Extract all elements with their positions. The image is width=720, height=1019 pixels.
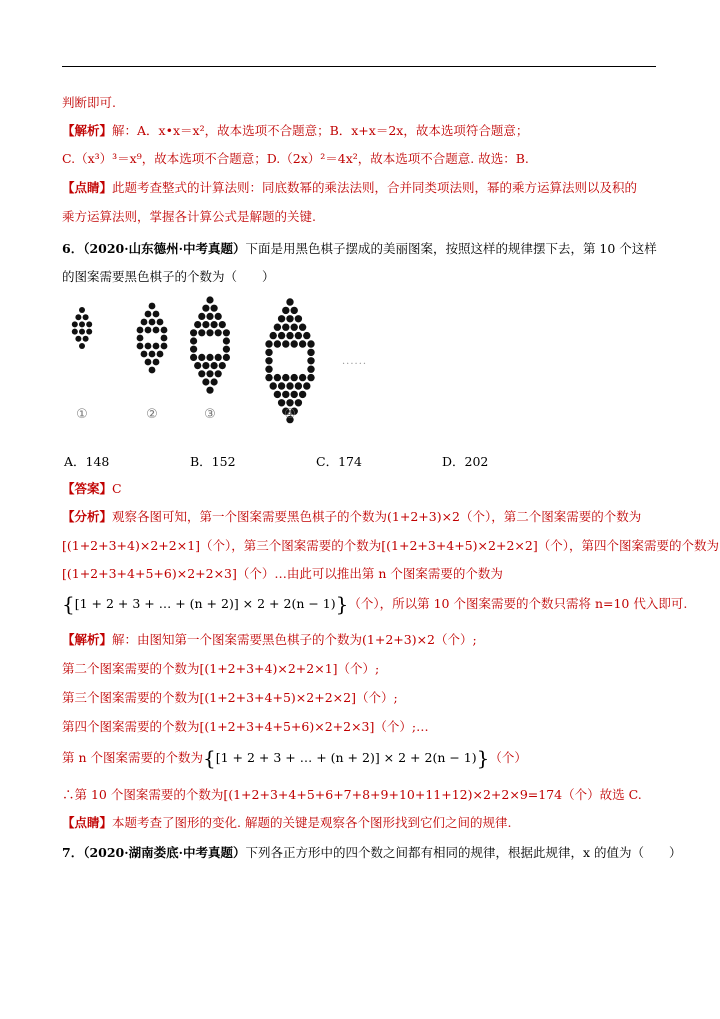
pattern-3-piece — [219, 362, 226, 369]
pattern-3-piece — [202, 362, 209, 369]
pattern-4-piece — [303, 382, 310, 389]
pattern-4-piece — [307, 357, 314, 364]
pattern-4-piece — [295, 315, 302, 322]
pattern-4-piece — [307, 349, 314, 356]
pattern-3-piece — [223, 329, 230, 336]
pattern-4-piece — [282, 340, 289, 347]
choice-d: D．202 — [442, 454, 489, 469]
pattern-3-piece — [206, 354, 213, 361]
prev-line-3: C.（x³）³＝x⁹，故本选项不合题意；D.（2x）²＝4x²，故本选项不合题意. 故选：B. — [62, 151, 529, 166]
pattern-2-piece — [153, 311, 160, 318]
pattern-4-piece — [291, 374, 298, 381]
pattern-2-piece — [137, 343, 144, 350]
pattern-3-piece — [198, 370, 205, 377]
pattern-3-piece — [206, 329, 213, 336]
pattern-2-piece — [149, 351, 156, 358]
pattern-4-piece — [274, 391, 281, 398]
pattern-3-piece — [202, 321, 209, 328]
q6-pattern-figure — [60, 296, 340, 436]
pattern-4-piece — [299, 391, 306, 398]
prev-tip: 【点睛】此题考查整式的计算法则：同底数幂的乘法法则，合并同类项法则，幂的乘方运算法则以及积的 — [62, 180, 638, 195]
pattern-3-piece — [223, 354, 230, 361]
q6-analysis-2: [(1+2+3+4)×2+2×1]（个），第三个图案需要的个数为[(1+2+3+4+5)×2+2×2]（个），第四个图案需要的个数为 — [62, 538, 719, 553]
q6-solution-6: ∴第 10 个图案需要的个数为[(1+2+3+4+5+6+7+8+9+10+11+12)×2+2×9=174（个）故选 C. — [62, 787, 642, 802]
pattern-4-piece — [270, 332, 277, 339]
pattern-1-piece — [75, 336, 81, 342]
pattern-3-piece — [215, 329, 222, 336]
pattern-2-piece — [153, 343, 160, 350]
pattern-label-2: ② — [146, 407, 158, 422]
pattern-4-piece — [270, 382, 277, 389]
choice-a: A．148 — [64, 454, 110, 469]
pattern-4-piece — [291, 391, 298, 398]
choice-c: C．174 — [316, 454, 362, 469]
q6-solution-5: 第 n 个图案需要的个数为{[1 + 2 + 3 + … + (n + 2)] × 2 + 2(n − 1)}（个） — [62, 746, 527, 770]
pattern-3-piece — [198, 313, 205, 320]
pattern-3-piece — [202, 378, 209, 385]
pattern-2-piece — [149, 319, 156, 326]
prev-line-5: 乘方运算法则，掌握各计算公式是解题的关键. — [62, 209, 316, 224]
pattern-label-3: ③ — [204, 407, 216, 422]
continuation-dots: ······ — [342, 359, 368, 370]
pattern-1-piece — [83, 314, 89, 320]
pattern-2-piece — [145, 343, 152, 350]
pattern-1-piece — [83, 336, 89, 342]
pattern-3-piece — [211, 321, 218, 328]
pattern-2-piece — [149, 303, 156, 310]
pattern-4-piece — [295, 332, 302, 339]
pattern-4-piece — [303, 332, 310, 339]
pattern-2-piece — [149, 367, 156, 374]
pattern-3-piece — [198, 329, 205, 336]
pattern-3-piece — [223, 346, 230, 353]
pattern-3-piece — [211, 305, 218, 312]
pattern-3-piece — [223, 337, 230, 344]
pattern-4-piece — [307, 366, 314, 373]
pattern-4-piece — [307, 340, 314, 347]
header-rule — [62, 66, 656, 67]
pattern-3-piece — [198, 354, 205, 361]
pattern-1-piece — [79, 329, 85, 335]
pattern-4-piece — [307, 374, 314, 381]
pattern-3-piece — [219, 321, 226, 328]
pattern-3-piece — [206, 313, 213, 320]
pattern-4-piece — [265, 357, 272, 364]
q6-stem: 6．（2020·山东德州·中考真题）下面是用黑色棋子摆成的美丽图案，按照这样的规律摆下去，第 10 个这样 — [62, 241, 657, 256]
pattern-4-piece — [291, 324, 298, 331]
pattern-1-piece — [86, 321, 92, 327]
q6-tip: 【点睛】本题考查了图形的变化. 解题的关键是观察各个图形找到它们之间的规律. — [62, 815, 512, 830]
pattern-4-piece — [265, 340, 272, 347]
pattern-4-piece — [286, 298, 293, 305]
pattern-4-piece — [282, 324, 289, 331]
q6-analysis-3: [(1+2+3+4+5+6)×2+2×3]（个）…由此可以推出第 n 个图案需要的个数为 — [62, 566, 503, 581]
pattern-2-piece — [153, 359, 160, 366]
q6-solution-3: 第三个图案需要的个数为[(1+2+3+4+5)×2+2×2]（个）; — [62, 690, 398, 705]
pattern-4-piece — [265, 366, 272, 373]
pattern-1-piece — [79, 343, 85, 349]
pattern-1-piece — [72, 321, 78, 327]
pattern-label-4: ④ — [284, 407, 296, 422]
pattern-4-piece — [286, 382, 293, 389]
q6-answer: 【答案】C — [62, 481, 122, 496]
pattern-4-piece — [286, 315, 293, 322]
pattern-1-piece — [75, 314, 81, 320]
pattern-4-piece — [282, 391, 289, 398]
pattern-4-piece — [274, 374, 281, 381]
pattern-2-piece — [137, 335, 144, 342]
pattern-4-piece — [278, 382, 285, 389]
pattern-4-piece — [291, 307, 298, 314]
pattern-2-piece — [157, 319, 164, 326]
pattern-label-1: ① — [76, 407, 88, 422]
pattern-4-piece — [295, 399, 302, 406]
pattern-4-piece — [278, 399, 285, 406]
pattern-4-piece — [299, 374, 306, 381]
pattern-4-piece — [299, 324, 306, 331]
pattern-4-piece — [286, 332, 293, 339]
pattern-3-piece — [202, 305, 209, 312]
pattern-2-piece — [145, 311, 152, 318]
prev-solution: 【解析】解：A．x•x＝x²，故本选项不合题意；B．x+x＝2x，故本选项符合题意； — [62, 123, 529, 138]
pattern-2-piece — [145, 359, 152, 366]
pattern-3-piece — [190, 346, 197, 353]
pattern-2-piece — [161, 335, 168, 342]
q6-solution-4: 第四个图案需要的个数为[(1+2+3+4+5+6)×2+2×3]（个）;… — [62, 719, 429, 734]
pattern-4-piece — [282, 307, 289, 314]
pattern-2-piece — [145, 327, 152, 334]
pattern-4-piece — [278, 315, 285, 322]
choice-b: B．152 — [190, 454, 236, 469]
pattern-4-piece — [295, 382, 302, 389]
pattern-3-piece — [206, 370, 213, 377]
pattern-4-piece — [282, 374, 289, 381]
pattern-3-piece — [194, 321, 201, 328]
pattern-4-piece — [265, 374, 272, 381]
prev-line-1: 判断即可. — [62, 95, 116, 110]
pattern-2-piece — [161, 343, 168, 350]
pattern-3-piece — [194, 362, 201, 369]
pattern-3-piece — [215, 313, 222, 320]
pattern-3-piece — [206, 296, 213, 303]
pattern-3-piece — [190, 329, 197, 336]
pattern-2-piece — [157, 351, 164, 358]
pattern-3-piece — [215, 354, 222, 361]
pattern-4-piece — [278, 332, 285, 339]
q6-analysis-1: 【分析】观察各图可知，第一个图案需要黑色棋子的个数为(1+2+3)×2（个），第二个图案需要的个数为 — [62, 509, 642, 524]
pattern-4-piece — [291, 340, 298, 347]
pattern-4-piece — [286, 399, 293, 406]
q6-analysis-4: {[1 + 2 + 3 + … + (n + 2)] × 2 + 2(n − 1)}（个），所以第 10 个图案需要的个数只需将 n=10 代入即可. — [62, 592, 688, 616]
pattern-1-piece — [79, 321, 85, 327]
q6-solution-2: 第二个图案需要的个数为[(1+2+3+4)×2+2×1]（个）; — [62, 661, 380, 676]
pattern-2-piece — [137, 327, 144, 334]
pattern-3-piece — [215, 370, 222, 377]
pattern-1-piece — [72, 329, 78, 335]
q7-stem: 7．（2020·湖南娄底·中考真题）下列各正方形中的四个数之间都有相同的规律，根据此规律，x 的值为（ ） — [62, 845, 682, 860]
pattern-3-piece — [211, 378, 218, 385]
pattern-3-piece — [211, 362, 218, 369]
pattern-2-piece — [153, 327, 160, 334]
pattern-2-piece — [161, 327, 168, 334]
pattern-4-piece — [299, 340, 306, 347]
pattern-4-piece — [274, 340, 281, 347]
q6-solution-1: 【解析】解：由图知第一个图案需要黑色棋子的个数为(1+2+3)×2（个）; — [62, 632, 477, 647]
pattern-4-piece — [274, 324, 281, 331]
pattern-3-piece — [190, 354, 197, 361]
pattern-2-piece — [141, 319, 148, 326]
pattern-4-piece — [265, 349, 272, 356]
pattern-3-piece — [206, 387, 213, 394]
pattern-1-piece — [86, 329, 92, 335]
pattern-1-piece — [79, 307, 85, 313]
pattern-3-piece — [190, 337, 197, 344]
pattern-2-piece — [141, 351, 148, 358]
q6-stem-2: 的图案需要黑色棋子的个数为（ ） — [62, 269, 275, 284]
